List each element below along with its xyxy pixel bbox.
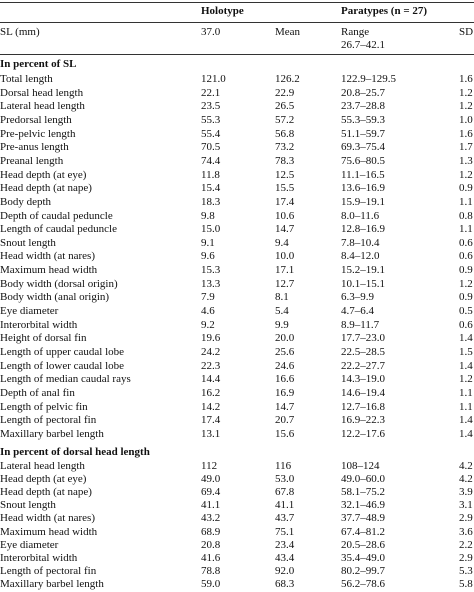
measurement-label: Head depth (at eye)	[0, 473, 87, 486]
holotype-value: 16.2	[201, 386, 221, 399]
holotype-value: 17.4	[201, 414, 221, 427]
mean-value: 20.0	[275, 332, 295, 345]
holotype-value: 15.0	[201, 223, 221, 236]
range-value: 8.0–11.6	[341, 209, 380, 222]
range-value: 14.3–19.0	[341, 373, 385, 386]
holotype-value: 13.3	[201, 277, 221, 290]
range-value: 10.1–15.1	[341, 277, 385, 290]
measurement-label: Eye diameter	[0, 538, 59, 551]
range-value: 32.1–46.9	[341, 499, 385, 512]
mean-value: 53.0	[275, 473, 295, 486]
holotype-value: 9.1	[201, 236, 215, 249]
top-rule	[0, 2, 474, 3]
holotype-value: 78.8	[201, 564, 221, 577]
range-value: 17.7–23.0	[341, 332, 385, 345]
range-value: 51.1–59.7	[341, 127, 385, 140]
holotype-value: 15.3	[201, 264, 221, 277]
sd-value: 1.6	[459, 127, 473, 140]
mean-value: 57.2	[275, 113, 295, 126]
mean-value: 43.7	[275, 512, 295, 525]
mean-value: 16.6	[275, 373, 295, 386]
mean-value: 75.1	[275, 525, 295, 538]
measurement-label: Body width (anal origin)	[0, 291, 110, 304]
sd-header: SD	[459, 26, 474, 38]
section-rule	[0, 54, 474, 55]
sd-value: 0.9	[459, 182, 473, 195]
measurement-label: Pre-anus length	[0, 141, 69, 154]
measurement-label: Interorbital width	[0, 551, 78, 564]
sl-range: 26.7–42.1	[341, 39, 385, 51]
range-value: 69.3–75.4	[341, 141, 385, 154]
holotype-value: 49.0	[201, 473, 221, 486]
holotype-value: 55.4	[201, 127, 221, 140]
measurement-label: Length of pelvic fin	[0, 400, 88, 413]
range-value: 108–124	[341, 460, 380, 472]
measurement-label: Maxillary barbel length	[0, 427, 104, 440]
sd-value: 0.5	[459, 305, 473, 318]
mean-value: 92.0	[275, 564, 295, 577]
mean-header: Mean	[275, 26, 301, 38]
mean-value: 12.7	[275, 277, 295, 290]
range-value: 67.4–81.2	[341, 525, 385, 538]
holotype-value: 18.3	[201, 195, 221, 208]
range-value: 58.1–75.2	[341, 486, 385, 499]
paratypes-header: Paratypes (n = 27)	[341, 5, 428, 17]
holotype-value: 55.3	[201, 113, 221, 126]
mean-value: 73.2	[275, 141, 295, 154]
measurement-label: Maxillary barbel length	[0, 577, 104, 590]
holotype-value: 19.6	[201, 332, 221, 345]
measurement-label: Length of median caudal rays	[0, 373, 131, 386]
sl-label: SL (mm)	[0, 26, 40, 38]
holotype-value: 59.0	[201, 577, 221, 590]
sd-value: 0.6	[459, 250, 473, 263]
range-value: 80.2–99.7	[341, 564, 385, 577]
mean-value: 15.5	[275, 182, 295, 195]
mean-value: 43.4	[275, 551, 295, 564]
measurement-label: Depth of anal fin	[0, 386, 75, 399]
range-value: 14.6–19.4	[341, 386, 385, 399]
sd-value: 1.2	[459, 277, 473, 290]
mean-value: 22.9	[275, 86, 295, 99]
mean-value: 78.3	[275, 154, 295, 167]
mean-value: 17.1	[275, 264, 295, 277]
sd-value: 1.2	[459, 373, 473, 386]
mean-value: 5.4	[275, 305, 289, 318]
range-header: Range	[341, 26, 370, 38]
measurement-label: Interorbital width	[0, 318, 78, 331]
mean-value: 12.5	[275, 168, 295, 181]
holotype-value: 9.8	[201, 209, 215, 222]
holotype-value: 9.6	[201, 250, 215, 263]
mean-value: 17.4	[275, 195, 295, 208]
sd-value: 4.2	[459, 460, 473, 472]
measurement-label: Eye diameter	[0, 305, 59, 318]
sd-value: 1.0	[459, 113, 473, 126]
range-value: 12.8–16.9	[341, 223, 385, 236]
sd-value: 5.8	[459, 577, 473, 590]
range-value: 8.4–12.0	[341, 250, 380, 263]
sd-value: 1.1	[459, 223, 473, 236]
mean-value: 15.6	[275, 427, 295, 440]
measurement-label: Head depth (at eye)	[0, 168, 87, 181]
holotype-header: Holotype	[201, 5, 244, 17]
measurement-label: Snout length	[0, 499, 56, 512]
measurement-label: Length of pectoral fin	[0, 414, 97, 427]
range-value: 22.2–27.7	[341, 359, 385, 372]
measurement-label: Head width (at nares)	[0, 250, 95, 263]
measurement-label: Maximum head width	[0, 525, 98, 538]
range-value: 12.7–16.8	[341, 400, 385, 413]
measurement-label: Total length	[0, 73, 53, 85]
holotype-value: 41.6	[201, 551, 221, 564]
measurement-label: Head depth (at nape)	[0, 486, 92, 499]
range-value: 4.7–6.4	[341, 305, 374, 318]
sd-value: 1.1	[459, 386, 473, 399]
mean-value: 56.8	[275, 127, 295, 140]
range-value: 16.9–22.3	[341, 414, 385, 427]
measurement-label: Lateral head length	[0, 100, 85, 113]
range-value: 22.5–28.5	[341, 346, 385, 358]
sd-value: 1.5	[459, 346, 473, 358]
range-value: 8.9–11.7	[341, 318, 380, 331]
range-value: 13.6–16.9	[341, 182, 385, 195]
sl-holotype: 37.0	[201, 26, 221, 38]
sd-value: 5.3	[459, 564, 473, 577]
mean-value: 25.6	[275, 346, 295, 358]
sd-value: 2.2	[459, 538, 473, 551]
sd-value: 2.9	[459, 551, 473, 564]
sd-value: 1.1	[459, 195, 473, 208]
measurement-label: Dorsal head length	[0, 86, 84, 99]
measurement-label: Depth of caudal peduncle	[0, 209, 113, 222]
measurement-label: Height of dorsal fin	[0, 332, 87, 345]
range-value: 15.2–19.1	[341, 264, 385, 277]
range-value: 20.8–25.7	[341, 86, 385, 99]
sd-value: 0.9	[459, 291, 473, 304]
mean-value: 24.6	[275, 359, 295, 372]
mean-value: 68.3	[275, 577, 295, 590]
mean-value: 23.4	[275, 538, 295, 551]
sd-value: 3.6	[459, 525, 473, 538]
section-title: In percent of SL	[0, 58, 77, 70]
mean-value: 16.9	[275, 386, 295, 399]
sd-value: 2.9	[459, 512, 473, 525]
range-value: 20.5–28.6	[341, 538, 385, 551]
sd-value: 0.6	[459, 236, 473, 249]
mean-value: 26.5	[275, 100, 295, 113]
range-value: 55.3–59.3	[341, 113, 385, 126]
holotype-value: 13.1	[201, 427, 221, 440]
measurement-label: Body depth	[0, 195, 52, 208]
sd-value: 1.4	[459, 414, 473, 427]
mean-value: 9.9	[275, 318, 289, 331]
holotype-value: 15.4	[201, 182, 221, 195]
measurement-label: Length of caudal peduncle	[0, 223, 117, 236]
range-value: 49.0–60.0	[341, 473, 385, 486]
holotype-value: 20.8	[201, 538, 221, 551]
sd-value: 1.7	[459, 141, 473, 154]
holotype-value: 7.9	[201, 291, 215, 304]
measurement-label: Maximum head width	[0, 264, 98, 277]
range-value: 11.1–16.5	[341, 168, 385, 181]
sd-value: 3.9	[459, 486, 473, 499]
mean-value: 8.1	[275, 291, 289, 304]
mean-value: 10.0	[275, 250, 295, 263]
holotype-value: 11.8	[201, 168, 220, 181]
range-value: 35.4–49.0	[341, 551, 385, 564]
section-title: In percent of dorsal head length	[0, 446, 150, 458]
range-value: 23.7–28.8	[341, 100, 385, 113]
range-value: 37.7–48.9	[341, 512, 385, 525]
mean-value: 10.6	[275, 209, 295, 222]
measurement-label: Head width (at nares)	[0, 512, 95, 525]
sd-value: 1.2	[459, 100, 473, 113]
sd-value: 0.6	[459, 318, 473, 331]
measurement-label: Snout length	[0, 236, 56, 249]
mean-value: 20.7	[275, 414, 295, 427]
measurement-label: Head depth (at nape)	[0, 182, 92, 195]
range-value: 122.9–129.5	[341, 73, 396, 85]
mean-value: 41.1	[275, 499, 295, 512]
measurement-label: Predorsal length	[0, 113, 72, 126]
holotype-value: 23.5	[201, 100, 221, 113]
measurement-label: Length of upper caudal lobe	[0, 346, 125, 358]
holotype-value: 70.5	[201, 141, 221, 154]
sd-value: 1.3	[459, 154, 473, 167]
header-rule	[0, 22, 474, 23]
measurement-label: Lateral head length	[0, 460, 85, 472]
sd-value: 1.2	[459, 86, 473, 99]
measurement-label: Preanal length	[0, 154, 64, 167]
mean-value: 14.7	[275, 400, 295, 413]
sd-value: 1.4	[459, 332, 473, 345]
sd-value: 3.1	[459, 499, 473, 512]
sd-value: 1.6	[459, 73, 473, 85]
holotype-value: 69.4	[201, 486, 221, 499]
range-value: 75.6–80.5	[341, 154, 385, 167]
range-value: 56.2–78.6	[341, 577, 385, 590]
sd-value: 1.4	[459, 427, 473, 440]
mean-value: 126.2	[275, 73, 300, 85]
holotype-value: 24.2	[201, 346, 221, 358]
holotype-value: 112	[201, 460, 218, 472]
mean-value: 9.4	[275, 236, 289, 249]
measurement-label: Length of lower caudal lobe	[0, 359, 125, 372]
sd-value: 1.1	[459, 400, 473, 413]
measurement-label: Pre-pelvic length	[0, 127, 76, 140]
sd-value: 4.2	[459, 473, 473, 486]
mean-value: 67.8	[275, 486, 295, 499]
holotype-value: 22.3	[201, 359, 221, 372]
holotype-value: 43.2	[201, 512, 221, 525]
mean-value: 116	[275, 460, 292, 472]
holotype-value: 121.0	[201, 73, 226, 85]
range-value: 15.9–19.1	[341, 195, 385, 208]
mean-value: 14.7	[275, 223, 295, 236]
sd-value: 1.4	[459, 359, 473, 372]
holotype-value: 74.4	[201, 154, 221, 167]
holotype-value: 14.2	[201, 400, 221, 413]
measurement-label: Body width (dorsal origin)	[0, 277, 118, 290]
holotype-value: 22.1	[201, 86, 221, 99]
sd-value: 1.2	[459, 168, 473, 181]
holotype-value: 9.2	[201, 318, 215, 331]
sd-value: 0.8	[459, 209, 473, 222]
sd-value: 0.9	[459, 264, 473, 277]
range-value: 12.2–17.6	[341, 427, 385, 440]
holotype-value: 14.4	[201, 373, 221, 386]
measurement-label: Length of pectoral fin	[0, 564, 97, 577]
range-value: 6.3–9.9	[341, 291, 374, 304]
range-value: 7.8–10.4	[341, 236, 380, 249]
holotype-value: 68.9	[201, 525, 221, 538]
holotype-value: 4.6	[201, 305, 215, 318]
holotype-value: 41.1	[201, 499, 221, 512]
